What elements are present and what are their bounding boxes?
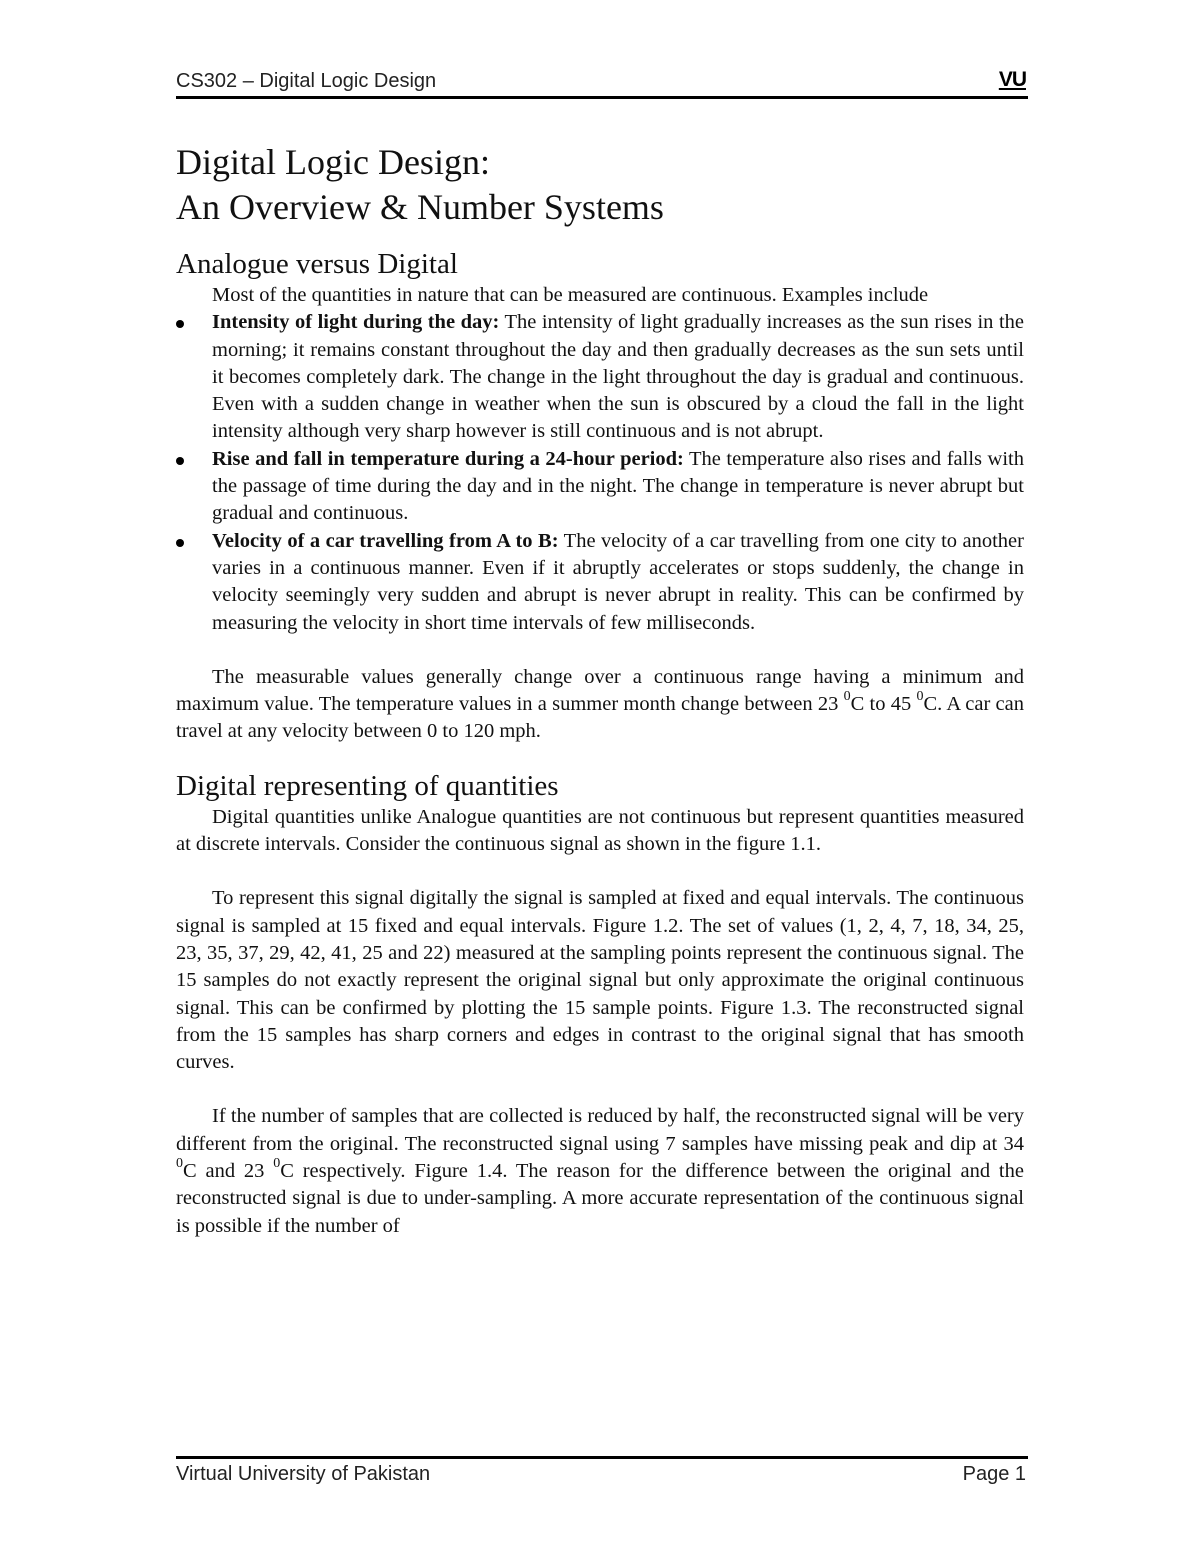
text-run: C. A car can travel at any velocity between 0 to 120 mph. bbox=[176, 693, 1024, 743]
bullet-icon bbox=[176, 539, 184, 547]
text-run: The measurable values generally change over a continuous range having a minimum and maximum value. The temperature values in a summer month change between 23 bbox=[176, 665, 1024, 716]
title-line-1: Digital Logic Design: bbox=[176, 142, 490, 182]
under-sampling-paragraph bbox=[176, 1103, 1024, 1239]
degree-superscript: 0 bbox=[843, 689, 851, 705]
course-title: CS302 – Digital Logic Design bbox=[176, 70, 437, 92]
document-title bbox=[176, 140, 1024, 230]
intro-paragraph: Most of the quantities in nature that can be measured are continuous. Examples include bbox=[212, 284, 929, 306]
sampling-paragraph: To represent this signal digitally the signal is sampled at fixed and equal intervals. The continuous signal is sampled at 15 fixed and equal intervals. Figure 1.2. The set of values (1, 2, 4, 7, 18, 34, 25, 23, 35, 37, 29, 42, 41, 25 and 22) measured at the sampling points represent the continuous signal. The 15 samples do not exactly represent the original signal but only approximate the original continuous signal. This can be confirmed by plotting the 15 sample points. Figure 1.3. The reconstructed signal from the 15 samples has sharp corners and edges in contrast to the original signal that has smooth curves. bbox=[176, 887, 1024, 1074]
text-run: C to 45 bbox=[850, 693, 917, 716]
vu-logo-text: VU bbox=[998, 68, 1026, 91]
document-body bbox=[176, 140, 1024, 1240]
bullet-icon bbox=[176, 320, 184, 328]
bullet-text: The velocity of a car travelling from one city to another varies in a continuous manner. Even if it abruptly accelerates or stops suddenly, the change in velocity seemingly very sudden and abrupt is never abrupt in reality. This can be confirmed by measuring the velocity in short time intervals of few milliseconds. bbox=[212, 529, 1024, 634]
degree-superscript: 0 bbox=[916, 689, 924, 705]
examples-list bbox=[176, 309, 1024, 637]
vu-logo bbox=[999, 68, 1026, 92]
degree-superscript: 0 bbox=[273, 1156, 281, 1172]
bullet-text: The intensity of light gradually increases as the sun rises in the morning; it remains constant throughout the day and then gradually decreases as the sun sets until it becomes completely dark. The change in the light throughout the day is gradual and continuous. Even with a sudden change in weather when the sun is obscured by a cloud the fall in the light intensity although very sharp however is still continuous and is not abrupt. bbox=[212, 311, 1024, 443]
page-footer bbox=[176, 1456, 1028, 1493]
section-heading-analogue: Analogue versus Digital bbox=[176, 248, 458, 280]
title-line-2: An Overview & Number Systems bbox=[176, 187, 664, 227]
text-run: C respectively. Figure 1.4. The reason for the difference between the original and the reconstructed signal is due to under-sampling. A more accurate representation of the continuous signal is possible if the number of bbox=[176, 1160, 1024, 1237]
list-item bbox=[176, 528, 1024, 637]
list-item bbox=[176, 309, 1024, 445]
bullet-term: Intensity of light during the day: bbox=[212, 311, 500, 334]
bullet-text: The temperature also rises and falls with the passage of time during the day and in the night. The change in temperature is never abrupt but gradual and continuous. bbox=[212, 447, 1024, 525]
measurable-values-paragraph bbox=[176, 664, 1024, 746]
section-heading-digital: Digital representing of quantities bbox=[176, 769, 559, 802]
degree-superscript: 0 bbox=[176, 1156, 183, 1172]
bullet-term: Rise and fall in temperature during a 24-hour period: bbox=[212, 447, 684, 470]
bullet-icon bbox=[176, 457, 184, 465]
bullet-term: Velocity of a car travelling from A to B: bbox=[212, 529, 559, 552]
digital-intro-paragraph: Digital quantities unlike Analogue quantities are not continuous but represent quantities measured at discrete intervals. Consider the continuous signal as shown in the figure 1.1. bbox=[176, 805, 1024, 856]
page-header bbox=[176, 66, 1028, 99]
list-item bbox=[176, 446, 1024, 528]
footer-organization: Virtual University of Pakistan bbox=[176, 1463, 431, 1485]
text-run: C and 23 bbox=[183, 1160, 274, 1183]
page-number: Page 1 bbox=[962, 1463, 1026, 1485]
text-run: If the number of samples that are collected is reduced by half, the reconstructed signal will be very different from the original. The reconstructed signal using 7 samples have missing peak and dip at 34 bbox=[176, 1105, 1024, 1155]
